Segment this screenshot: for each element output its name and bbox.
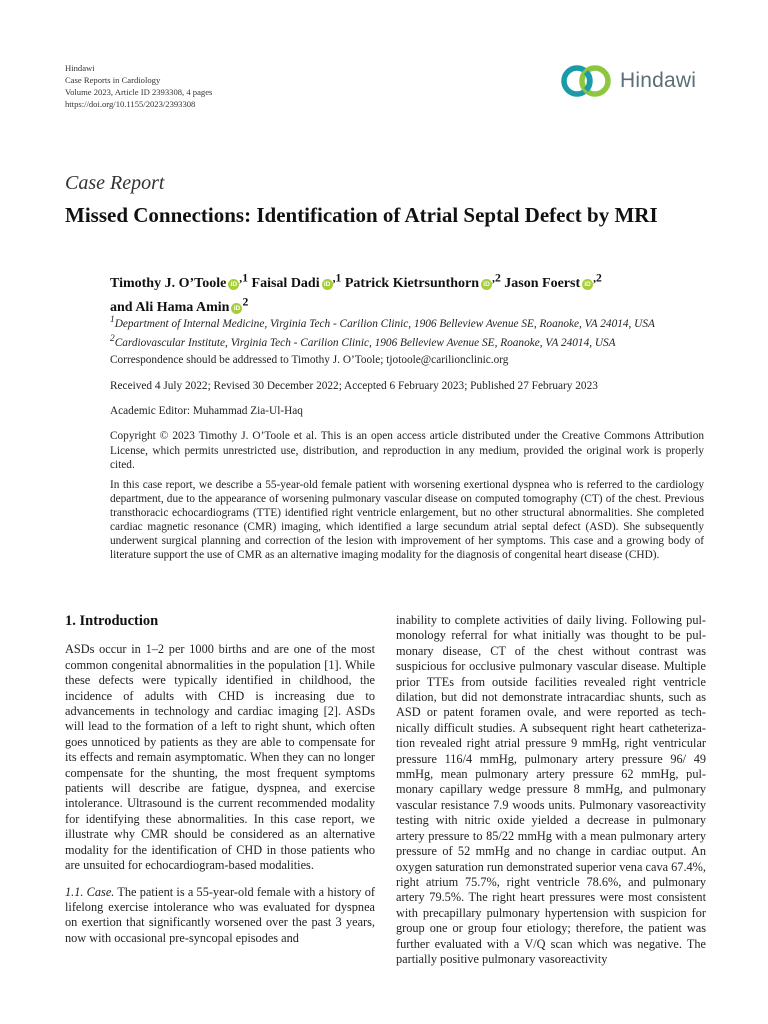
copyright-notice: Copyright © 2023 Timothy J. O’Toole et al. This is an open access article distributed under the Creative Commons Attribution License, which permits unrestricted use, distribution, and reproduction in any medium, provided the original work is properly cited. <box>110 430 704 471</box>
author-item <box>344 271 501 291</box>
case-subheading: 1.1. Case. <box>65 884 115 899</box>
author-affiliation-ref: ,1 <box>332 271 342 284</box>
orcid-icon[interactable]: iD <box>228 279 239 290</box>
author-name[interactable]: Patrick Kietrsunthorn <box>344 275 480 291</box>
author-name[interactable]: Faisal Dadi <box>251 275 320 291</box>
logo-wordmark: Hindawi <box>620 69 697 92</box>
academic-editor: Academic Editor: Muhammad Zia-Ul-Haq <box>110 405 303 417</box>
author-affiliation-ref: ,1 <box>239 271 249 284</box>
introduction-paragraph: ASDs occur in 1–2 per 1000 births and are one of the most common congenital abnormalities in the population [1]. While these defects were typically identified in childhood, the incidence of adults with CHD is increasing due to advancements in technology and cardiac imaging [2]. ASDs will lead to the formation of a left to right shunt, which often goes unnoticed by patients as they are able to compensate for its effects and remain asymptomatic. When they can no longer compensate for the shunting, the most frequent symptoms patients will describe are fatigue, dyspnea, and exercise intolerance. Ultrasound is the current recommended modality for identifying these abnormalities. In this case report, we illustrate why CMR should be considered as an alternative modality for the identification of CHD in those patients who are unsuited for echocardiogram-based modalities. <box>65 642 375 873</box>
affiliation-item <box>110 332 710 351</box>
journal-name: Case Reports in Cardiology <box>65 75 161 85</box>
author-name[interactable]: Jason Foerst <box>504 275 581 291</box>
orcid-icon[interactable]: iD <box>231 303 242 314</box>
author-affiliation-ref: ,2 <box>593 271 602 284</box>
article-header-meta <box>65 62 212 110</box>
author-item <box>110 271 249 291</box>
affiliation-item <box>110 313 710 332</box>
doi-link[interactable]: https://doi.org/10.1155/2023/2393308 <box>65 99 196 109</box>
author-affiliation-ref: ,2 <box>492 271 501 284</box>
author-name[interactable]: Ali Hama Amin <box>135 300 230 316</box>
author-item <box>504 271 602 291</box>
body-column-right <box>396 613 706 967</box>
affiliation-text: Department of Internal Medicine, Virginia Tech - Carilion Clinic, 1906 Belleview Avenue SE, Roanoke, VA 24014, USA <box>114 317 655 330</box>
orcid-icon[interactable]: iD <box>582 279 593 290</box>
volume-info: Volume 2023, Article ID 2393308, 4 pages <box>65 87 213 97</box>
affiliations <box>110 313 710 351</box>
section-heading-introduction: 1. Introduction <box>65 613 159 629</box>
hindawi-rings-icon <box>558 64 618 98</box>
abstract: In this case report, we describe a 55-year-old female patient with worsening exertional dyspnea who is referred to the cardiology department, due to the appearance of worsening pulmonary vascular disease on computed tomography (CT) of the chest. Previous transthoracic echocardiograms (TTE) identified right ventricle enlargement, but no other structural abnormalities. She completed cardiac magnetic resonance (CMR) imaging, which identified a large secundum atrial septal defect (ASD). She subsequently underwent surgical planning and correction of the lesion with improvement of her symptoms. This case and a growing body of literature support the use of CMR as an alternative imaging modality for the diagnosis of congenital heart disease (CHD). <box>110 479 704 561</box>
hindawi-logo <box>558 64 708 98</box>
publication-dates: Received 4 July 2022; Revised 30 December 2022; Accepted 6 February 2023; Published 27 February 2023 <box>110 380 598 392</box>
affiliation-number: 2 <box>110 333 115 344</box>
case-paragraph <box>65 885 375 947</box>
body-column-left <box>65 614 375 946</box>
author-prefix: and <box>110 300 136 316</box>
case-paragraph-continued: inability to complete activities of daily living. Following pulmonology referral for what initially was thought to be pulmonary disease, CT of the chest without contrast was suspicious for occlusive pulmonary vascular disease. Multiple prior TTEs from outside facilities revealed right ventricle dilation, but did not demonstrate intracardiac shunts, such as ASD or patent foramen ovale, and were reported as technically difficult studies. A subsequent right heart catheterization revealed right atrial pressure 9 mmHg, right ventricular pressure 116/4 mmHg, pulmonary artery pressure 96/ 49 mmHg, mean pulmonary artery pressure 62 mmHg, pulmonary capillary wedge pressure 8 mmHg, and pulmonary vascular resistance 7.9 woods units. Pulmonary vasoreactivity testing with nitric oxide yielded a decrease in pulmonary artery pressure to 85/22 mmHg with a mean pulmonary artery pressure of 52 mmHg and no change in cardiac output. An oxygen saturation run demonstrated superior vena cava 67.4%, right atrium 75.7%, right ventricle 78.6%, and pulmonary artery 79.5%. The right heart pressures were most consistent with precapillary pulmonary hypertension with suspicion for group one or group four etiology; therefore, the patient was further evaluated with a V/Q scan which was negative. The partially positive pulmonary vasoreactivity <box>396 613 706 966</box>
orcid-icon[interactable]: iD <box>322 279 333 290</box>
author-item <box>251 271 342 291</box>
correspondence-line: Correspondence should be addressed to Timothy J. O’Toole; tjotoole@carilionclinic.org <box>110 354 509 366</box>
affiliation-number: 1 <box>110 315 115 325</box>
case-paragraph-text: The patient is a 55-year-old female with a history of lifelong exercise intolerance who was evaluated for dyspnea on exertion that significantly worsened over the past 3 years, now with occasional pre-syncopal episodes and <box>65 884 375 945</box>
article-type-label: Case Report <box>65 172 165 194</box>
orcid-icon[interactable]: iD <box>481 279 492 290</box>
article-title: Missed Connections: Identification of Atrial Septal Defect by MRI <box>65 203 658 227</box>
publisher-name: Hindawi <box>65 63 95 73</box>
author-list <box>110 268 710 317</box>
author-name[interactable]: Timothy J. O’Toole <box>110 275 227 291</box>
affiliation-text: Cardiovascular Institute, Virginia Tech - Carilion Clinic, 1906 Belleview Avenue SE, Roanoke, VA 24014, USA <box>114 336 616 349</box>
author-affiliation-ref: 2 <box>242 295 249 309</box>
